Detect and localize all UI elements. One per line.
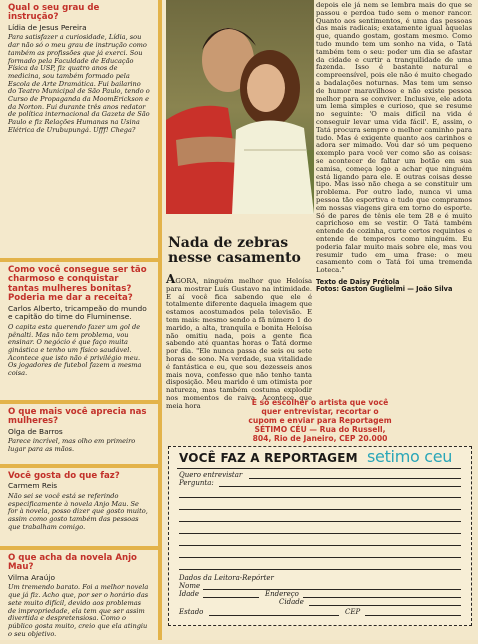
qa-question: Qual o seu grau de instrução? <box>8 3 100 23</box>
pergunta-line-4[interactable] <box>179 521 461 522</box>
qa-answer: Um tremendo barato. Foi a melhor novela que já fiz. Acho que, por ser o horário das sete muito difícil, devido aos problemas de impropriedade, ela tem que ser assim divertida e despretensiosa. Como o público gosta muito, creio que ela atingiu o seu objetivo. <box>8 583 149 638</box>
qa-question: O que acha da novela Anjo Mau? <box>8 553 137 573</box>
article-intro <box>166 274 312 411</box>
idade-field[interactable] <box>203 597 259 598</box>
credit-text: Texto de Daisy Prétola <box>316 277 400 286</box>
qa-respondent: Vilma Araújo <box>8 572 55 582</box>
qa-question: O que mais você aprecia nas mulheres? <box>8 407 147 427</box>
promo-line: É só escolher o artista que você <box>251 398 389 407</box>
nome-field[interactable] <box>203 589 461 590</box>
qa-block-2 <box>0 262 158 404</box>
qa-respondent: Carlos Alberto, tricampeão do mundo e capitão do time do Fluminense. <box>8 303 147 322</box>
coupon-title: VOCÊ FAZ A REPORTAGEM <box>179 451 358 465</box>
credit-photos: Fotos: Gaston Guglielmi — João Silva <box>316 285 453 294</box>
qa-respondent: Carmem Reis <box>8 481 58 491</box>
estado-field[interactable] <box>209 615 339 616</box>
drop-cap: A <box>166 272 176 286</box>
estado-label: Estado <box>179 608 204 616</box>
promo-line: quer entrevistar, recortar o <box>261 407 379 416</box>
qa-block-3 <box>0 404 158 468</box>
qa-answer: Não sei se você está se referindo especificamente à novela Anjo Mau. Se for à novela, posso dizer que gosto muito, assim como gosto também das pessoas que trabalham comigo. <box>8 492 148 531</box>
qa-column <box>0 0 162 640</box>
nome-label: Nome <box>179 582 201 590</box>
article-right-text: depois ele já nem se lembra mais do que se passou e perdoa tudo sem o menor rancor. Quanto aos sentimentos, é uma das pessoas das mais radicais; exatamente igual àquelas que, quando gostam, gostam mesmo. Como tudo mundo tem um sonho na vida, o Tatá também tem o seu: poder um dia se afastar da cidade e curtir a tranquilidade de uma fazenda. Isso é bastante natural e compreensível, pois ele não é muito chegado a badalações noturnas. Mas tem um senso de humor maravilhoso e não existe pessoa melhor para se conviver. Inclusive, ele adota um lema simples e curioso, que se resume no seguinte: 'O mais difícil na vida é conseguir levar uma vida fácil'. E, assim, o Tatá procura sempre o melhor caminho para tudo. Mas é exigente quanto aos carinhos e adora ser mimado. Vou dar só um pequeno exemplo para você ver como são as coisas: se acontecer de faltar um botão em sua camisa, começa logo a achar que ninguém está ligando para ele. E outras coisas desse tipo. Mas isso não chega a se constituir um problema. Por outro lado, nunca vi uma pessoa tão esportiva e tudo que compramos em nossas viagens gira em torno do esporte. Só de pares de tênis ele tem 28 e é muito caprichoso em se vestir. O Tatá também entende de cozinha, curte certos requintes e entende de temperos como ninguém. Eu poderia falar muito mais sobre ele, mas vou resumir tudo em uma frase: o meu casamento com o Tatá foi uma tremenda Loteca." <box>316 1 472 275</box>
qa-answer: Para satisfazer a curiosidade, Lídia, sou dar não só o meu grau de instrução como também as profissões que já exerci. Sou formado pela Faculdade de Educação Física da USP, fiz quatro anos de medicina, sou também formado pela Escola de Arte Dramática. Fui bailarino do Teatro Municipal de São Paulo, tendo o Curso de Propaganda da MoomErickson e da Norton. Fui durante três anos redator de política internacional da Gazeta de São Paulo e fiz Relações Humanas na Usina Elétrica de Urubupungá. Ufff! Chega? <box>8 33 150 134</box>
idade-label: Idade <box>179 590 200 598</box>
coupon-title-rule <box>177 468 461 469</box>
article-headline: Nada de zebras nesse casamento <box>168 235 301 266</box>
endereco-field[interactable] <box>303 597 461 598</box>
qa-answer: O capita esta querendo fazer um gol de pênalti. Mas não tem problema, vou ensinar. O negócio é que faço muita ginástica e tenho um físico saudável. Acontece que isto não é privilégio meu. Os jogadores de futebol fazem a mesma coisa. <box>8 322 142 378</box>
pergunta-line-3[interactable] <box>179 509 461 510</box>
article-intro-text: GORA, ninguém melhor que Heloísa para mostrar Luís Gustavo na intimidade. E aí você fica sabendo que ele é totalmente diferente daquela imagem que estamos acostumados pela televisão. E tem mais: mesmo sendo a fã número 1 do marido, a alta, tranquila e bonita Heloísa não omitiu nada, pois a gente fica sabendo até quantas horas o Tatá dorme por dia. "Ele nunca passa de seis ou sete horas de sono. Na verdade, sua vitalidade é fantástica e eu, que sou dezesseis anos mais nova, confesso que não tenho tanta disposição. Meu marido é um otimista por natureza, mas também costuma explodir nos momentos de raiva. Acontece que meia hora <box>166 277 312 410</box>
qa-respondent: Lídia de Jesus Pereira <box>8 22 87 32</box>
qa-respondent: Olga de Barros <box>8 426 63 436</box>
cep-label: CEP <box>345 608 361 616</box>
qa-question: Como você consegue ser tão charmoso e conquistar tantas mulheres bonitas? Poderia me dar a receita? <box>8 265 147 304</box>
coupon-form <box>168 446 472 626</box>
couple-photo <box>166 0 314 214</box>
endereco-label: Endereço <box>265 590 299 598</box>
pergunta-label: Pergunta: <box>179 479 214 487</box>
dados-label: Dados da Leitora-Repórter <box>179 574 274 582</box>
pergunta-line-2[interactable] <box>179 497 461 498</box>
cidade-field[interactable] <box>309 605 461 606</box>
qa-question: Você gosta do que faz? <box>8 471 120 481</box>
pergunta-line-5[interactable] <box>179 533 461 534</box>
cidade-label: Cidade <box>279 598 304 606</box>
pergunta-line-7[interactable] <box>179 557 461 558</box>
promo-text <box>166 398 474 443</box>
qa-block-5 <box>0 550 158 644</box>
quero-entrevistar-field[interactable] <box>249 478 461 479</box>
promo-line: cupom e enviar para Reportagem <box>248 416 392 425</box>
promo-line: SÉTIMO CÉU — Rua do Russell, <box>254 425 386 434</box>
pergunta-field[interactable] <box>219 486 461 487</box>
promo-line: 804, Rio de Janeiro, CEP 20.000 <box>252 434 388 443</box>
quero-entrevistar-label: Quero entrevistar <box>179 471 243 479</box>
qa-answer: Parece incrível, mas olho em primeiro lugar para as mãos. <box>8 437 136 454</box>
setimo-ceu-logo: setimo ceu <box>367 447 453 466</box>
pergunta-line-6[interactable] <box>179 545 461 546</box>
qa-block-4 <box>0 468 158 550</box>
pergunta-line-8[interactable] <box>179 569 461 570</box>
cep-field[interactable] <box>365 615 461 616</box>
qa-block-1 <box>0 0 158 262</box>
article-continuation <box>316 2 472 294</box>
